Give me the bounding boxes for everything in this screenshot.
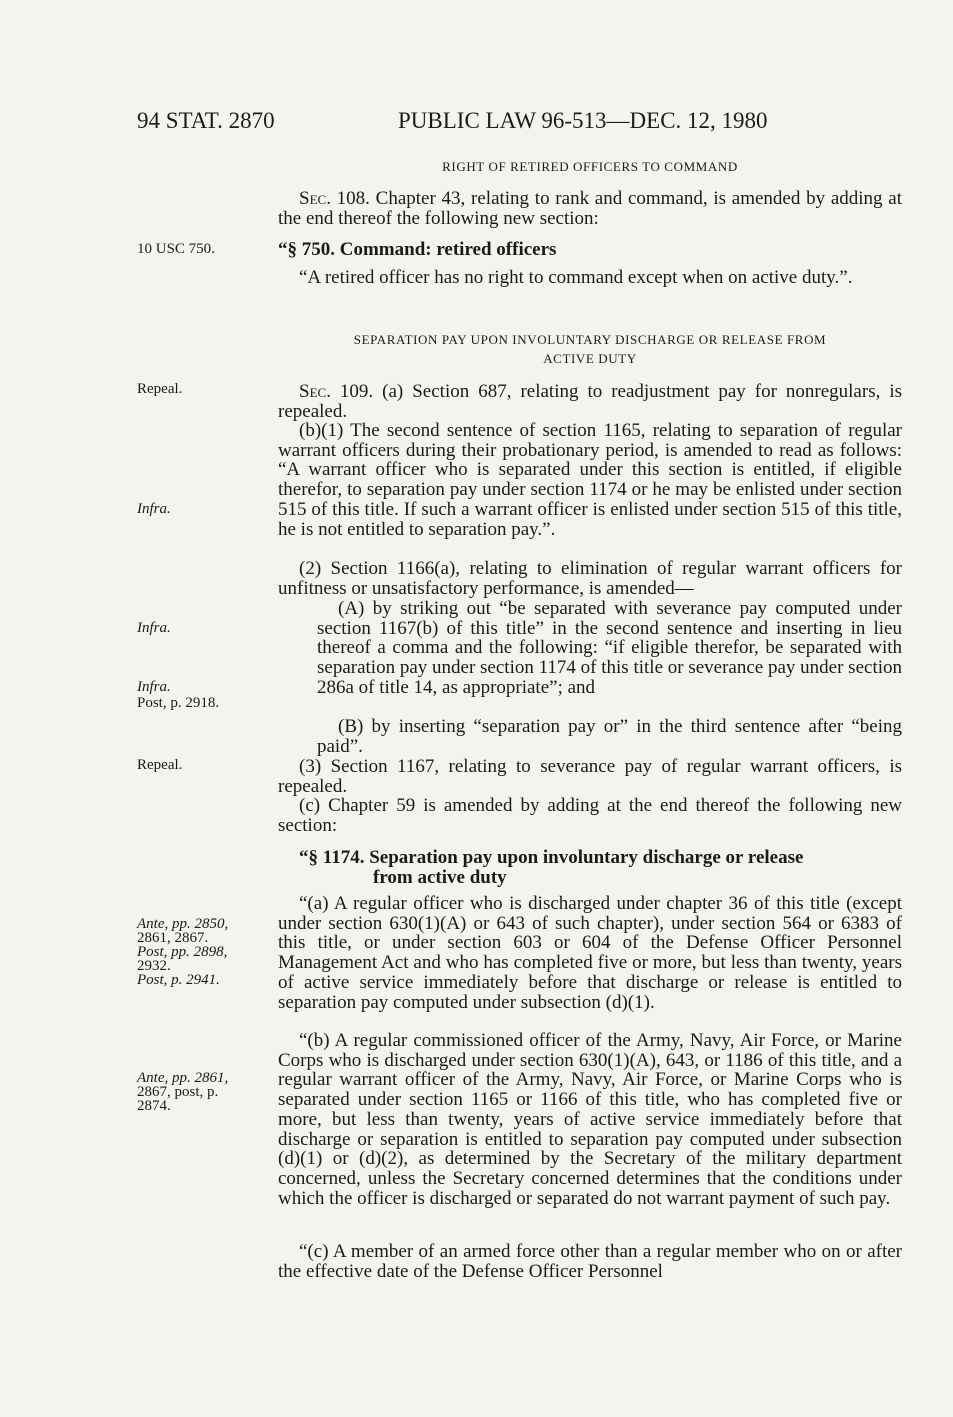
sec108-text bbox=[278, 189, 902, 228]
margin-note-repeal-2: Repeal. bbox=[137, 757, 183, 773]
sec750-title: “§ 750. Command: retired officers bbox=[278, 239, 557, 260]
margin-note-repeal-1: Repeal. bbox=[137, 381, 183, 397]
infra-2-text: Infra. bbox=[137, 620, 171, 636]
sec109-c: (c) Chapter 59 is amended by adding at the end thereof the following new section: bbox=[278, 795, 902, 836]
public-law-header: PUBLIC LAW 96-513—DEC. 12, 1980 bbox=[398, 108, 768, 133]
sec109-heading-line2: ACTIVE DUTY bbox=[543, 351, 637, 366]
sec108-heading: RIGHT OF RETIRED OFFICERS TO COMMAND bbox=[442, 159, 738, 174]
margin-note-10usc750: 10 USC 750. bbox=[137, 241, 215, 257]
margin-note-ante-2850 bbox=[137, 917, 228, 987]
infra-3-text: Infra. bbox=[137, 679, 171, 695]
sec109-heading bbox=[278, 330, 902, 368]
sec109-label: Sec bbox=[299, 381, 327, 402]
ante-2850-line2: 2861, 2867. bbox=[137, 930, 209, 946]
ante-2850-line1: Ante, pp. 2850, bbox=[137, 916, 229, 932]
statute-page-number: 94 STAT. 2870 bbox=[137, 108, 275, 133]
margin-note-infra-1 bbox=[137, 502, 171, 517]
sec109-a bbox=[278, 382, 902, 421]
ante-2861-line2: 2867, post, p. bbox=[137, 1084, 219, 1100]
sec109-a-body: . 109. (a) Section 687, relating to readjustment pay for nonregulars, is repealed. bbox=[278, 381, 902, 422]
margin-note-ante-2861 bbox=[137, 1071, 228, 1113]
sec109-b3: (3) Section 1167, relating to severance pay of regular warrant officers, is repealed. bbox=[278, 756, 902, 797]
sec1174-title-line2: from active duty bbox=[373, 867, 507, 888]
sec108-label: Sec bbox=[299, 188, 327, 209]
sec109-heading-line1: SEPARATION PAY UPON INVOLUNTARY DISCHARGE OR RELEASE FROM bbox=[353, 332, 827, 347]
sec109-b2A: (A) by striking out “be separated with severance pay computed under section 1167(b) of this title” in the second sentence and inserting in lieu thereof a comma and the following: “if eligible therefor, be separated with separation pay under section 1174 of this title or severance pay under section 286a of title 14, as appropriate”; and bbox=[317, 598, 902, 698]
ante-2861-line3: 2874. bbox=[137, 1098, 171, 1114]
post-2898-line2: 2932. bbox=[137, 958, 171, 974]
margin-note-infra-2 bbox=[137, 621, 171, 636]
sec750-quote: “A retired officer has no right to command except when on active duty.”. bbox=[299, 267, 853, 288]
post-2898-line1: Post, pp. 2898, bbox=[137, 944, 228, 960]
ante-2861-line1: Ante, pp. 2861, bbox=[137, 1070, 229, 1086]
sec109-b2B: (B) by inserting “separation pay or” in the third sentence after “being paid”. bbox=[317, 716, 902, 757]
sec1174-b: “(b) A regular commissioned officer of the Army, Navy, Air Force, or Marine Corps who is discharged under section 630(1)(A), 643, or 1186 of this title, and a regular warrant officer of the Army, Navy, Air Force, or Marine Corps who is separated under section 1165 or 1166 of this title, who has completed five or more, but less than twenty, years of active service immediately before that discharge or separation is entitled to separation pay computed under subsection (d)(1) or (d)(2), as determined by the Secretary of the military department concerned, unless the Secretary concerned determines that the conditions under which the officer is discharged or separated do not warrant payment of such pay. bbox=[278, 1030, 902, 1209]
sec1174-title-line1: “§ 1174. Separation pay upon involuntary discharge or release bbox=[299, 847, 804, 868]
sec1174-a: “(a) A regular officer who is discharged under chapter 36 of this title (except under section 630(1)(A) or 643 of such chapter), under section 564 or 6383 of this title, or under section 603 or 604 of the Defense Officer Personnel Management Act and who has completed five or more, but less than twenty, years of active service immediately before that discharge or release is entitled to separation pay computed under subsection (d)(1). bbox=[278, 893, 902, 1013]
margin-note-post-2918: Post, p. 2918. bbox=[137, 695, 220, 711]
infra-1-text: Infra. bbox=[137, 501, 171, 517]
sec1174-title bbox=[278, 848, 902, 888]
margin-note-infra-3 bbox=[137, 680, 171, 695]
sec108-body: . 108. Chapter 43, relating to rank and command, is amended by adding at the end thereof the following new section: bbox=[278, 188, 902, 229]
sec109-b2: (2) Section 1166(a), relating to elimination of regular warrant officers for unfitness or unsatisfactory performance, is amended— bbox=[278, 558, 902, 599]
sec109-b1: (b)(1) The second sentence of section 1165, relating to separation of regular warrant officers during their probationary period, is amended to read as follows: “A warrant officer who is separated under this section is entitled, if eligible therefor, to separation pay under section 1174 or he may be enlisted under section 515 of this title. If such a warrant officer is enlisted under section 515 of this title, he is not entitled to separation pay.”. bbox=[278, 420, 902, 540]
sec1174-c: “(c) A member of an armed force other than a regular member who on or after the effective date of the Defense Officer Personnel bbox=[278, 1241, 902, 1282]
post-2941: Post, p. 2941. bbox=[137, 972, 220, 988]
